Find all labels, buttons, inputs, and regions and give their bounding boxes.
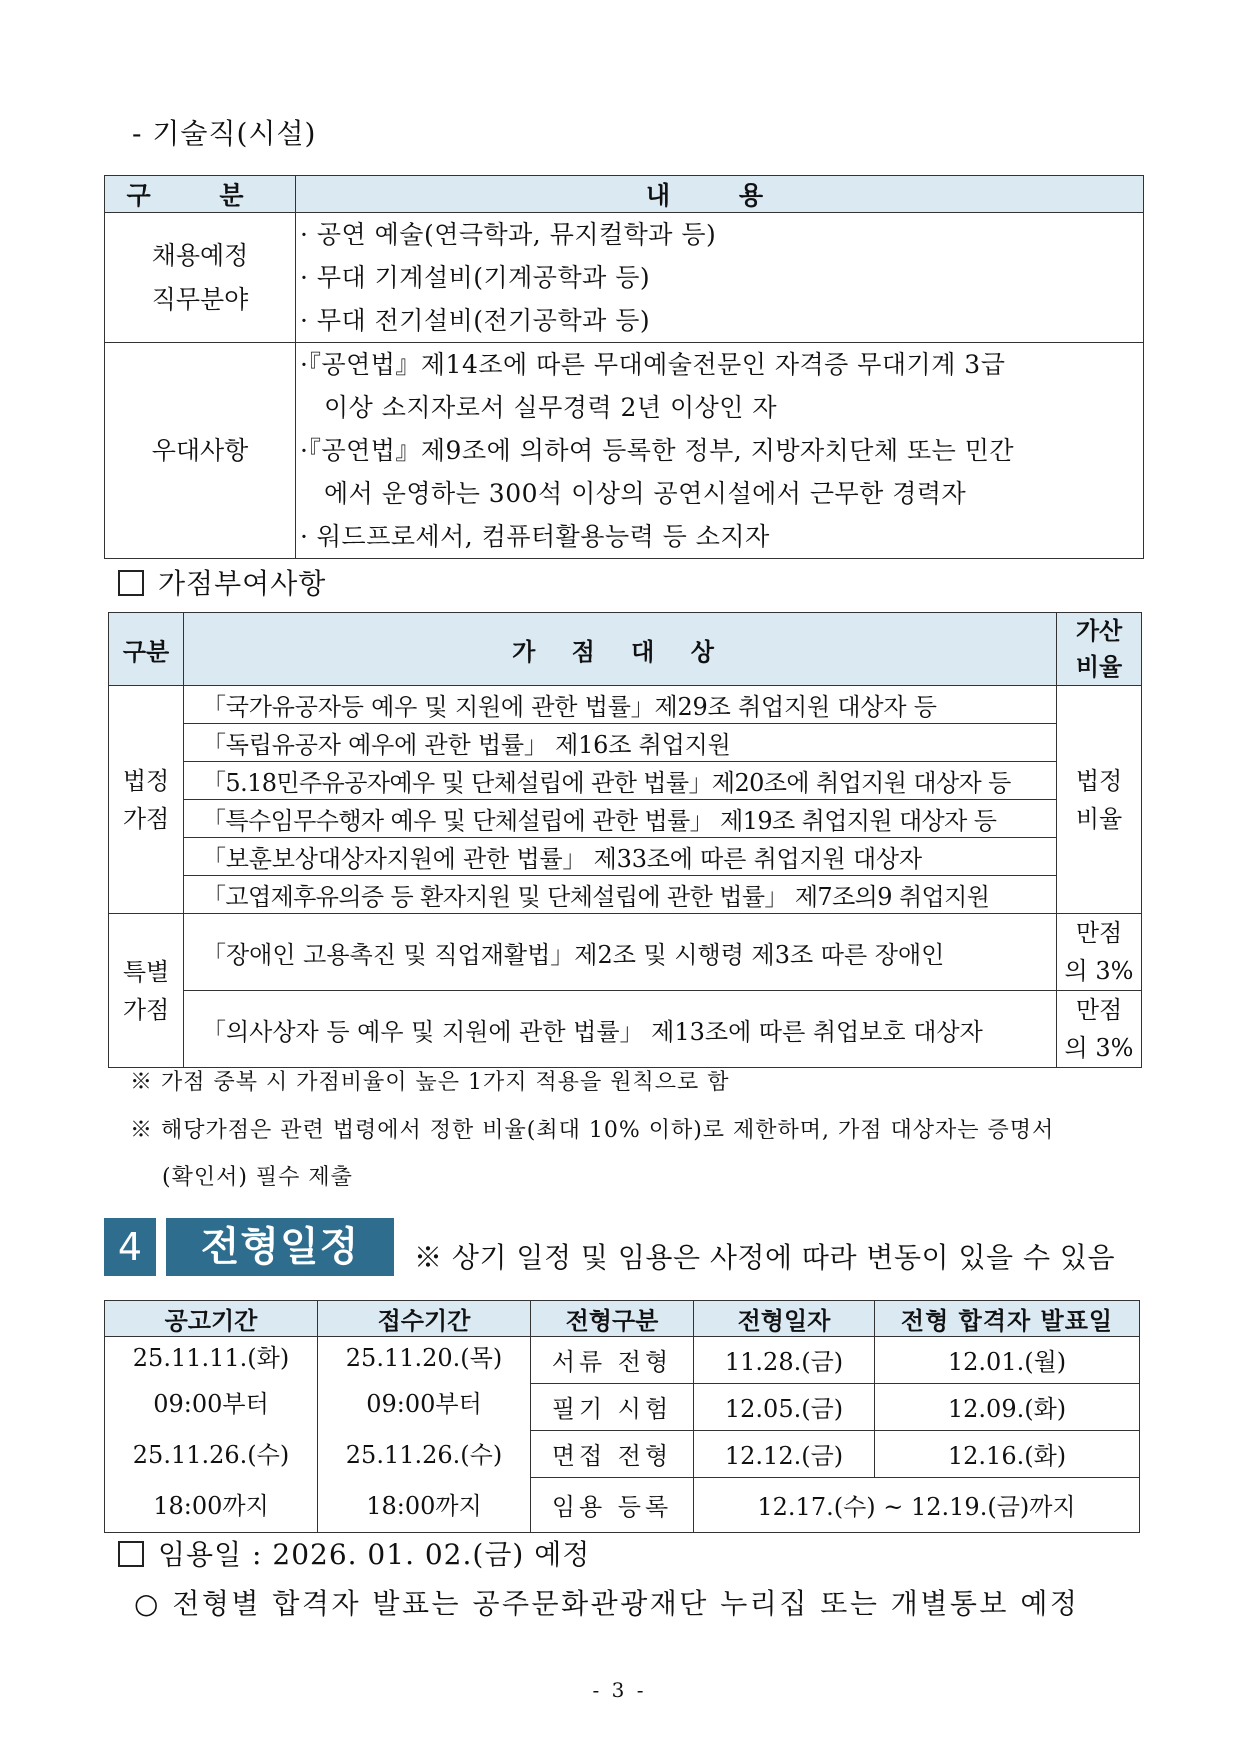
legal-item: 「독립유공자 예우에 관한 법률」 제16조 취업지원 — [184, 724, 1057, 762]
stage-date: 12.12.(금) — [694, 1430, 875, 1477]
appointment-line: 임용일 : 2026. 01. 02.(금) 예정 — [118, 1533, 590, 1573]
notice-period: 25.11.11.(화) 09:00부터 25.11.26.(수) 18:00까지 — [105, 1337, 318, 1533]
row-label: 채용예정 직무분야 — [105, 213, 296, 343]
legal-bonus-label: 법정 가점 — [109, 686, 184, 914]
special-rate: 만점 의 3% — [1057, 991, 1142, 1068]
row-label: 우대사항 — [105, 343, 296, 559]
stage-result: 12.01.(월) — [875, 1337, 1140, 1384]
special-rate: 만점 의 3% — [1057, 914, 1142, 991]
table-header-stage: 전형구분 — [531, 1301, 694, 1337]
receipt-period: 25.11.20.(목) 09:00부터 25.11.26.(수) 18:00까지 — [318, 1337, 531, 1533]
bonus-heading: 가점부여사항 — [118, 562, 326, 602]
legal-item: 「5.18민주유공자예우 및 단체설립에 관한 법률」제20조에 취업지원 대상자 등 — [184, 762, 1057, 800]
special-item: 「의사상자 등 예우 및 지원에 관한 법률」 제13조에 따른 취업보호 대상자 — [184, 991, 1057, 1068]
stage-name: 임용 등록 — [531, 1477, 694, 1532]
table-row — [109, 838, 1142, 876]
stage-name: 서류 전형 — [531, 1337, 694, 1384]
row-content: · 공연 예술(연극학과, 뮤지컬학과 등) · 무대 기계설비(기계공학과 등) · 무대 전기설비(전기공학과 등) — [296, 213, 1144, 343]
stage-date: 11.28.(금) — [694, 1337, 875, 1384]
table-header-content: 내 용 — [296, 176, 1144, 213]
table-header-category: 구 분 — [105, 176, 296, 213]
registration-span: 12.17.(수) ~ 12.19.(금)까지 — [694, 1477, 1140, 1532]
legal-rate: 법정 비율 — [1057, 686, 1142, 914]
legal-item: 「보훈보상대상자지원에 관한 법률」 제33조에 따른 취업지원 대상자 — [184, 838, 1057, 876]
tech-heading: - 기술직(시설) — [132, 117, 317, 150]
table-row — [109, 876, 1142, 914]
checkbox-square-icon — [118, 570, 144, 596]
special-bonus-label: 특별 가점 — [109, 914, 184, 1068]
table-header-notice: 공고기간 — [105, 1301, 318, 1337]
table-row — [109, 686, 1142, 724]
section-note: ※ 상기 일정 및 임용은 사정에 따라 변동이 있을 수 있음 — [414, 1241, 1116, 1274]
table-row — [109, 762, 1142, 800]
legal-item: 「특수임무수행자 예우 및 단체설립에 관한 법률」 제19조 취업지원 대상자 등 — [184, 800, 1057, 838]
table-header-result: 전형 합격자 발표일 — [875, 1301, 1140, 1337]
table-row — [109, 800, 1142, 838]
table-header-rate: 가산 비율 — [1057, 613, 1142, 686]
section-title: 전형일정 — [166, 1218, 394, 1276]
bonus-table — [108, 612, 1142, 1068]
stage-name: 필기 시험 — [531, 1383, 694, 1430]
special-item: 「장애인 고용촉진 및 직업재활법」제2조 및 시행령 제3조 따른 장애인 — [184, 914, 1057, 991]
note-duplicate: ※ 가점 중복 시 가점비율이 높은 1가지 적용을 원칙으로 함 — [130, 1070, 730, 1095]
table-row — [109, 991, 1142, 1068]
legal-item: 「국가유공자등 예우 및 지원에 관한 법률」제29조 취업지원 대상자 등 — [184, 686, 1057, 724]
table-row — [105, 213, 1144, 343]
note-limit: ※ 해당가점은 관련 법령에서 정한 비율(최대 10% 이하)로 제한하며, 가점 대상자는 증명서 — [130, 1118, 1055, 1143]
stage-result: 12.09.(화) — [875, 1383, 1140, 1430]
stage-result: 12.16.(화) — [875, 1430, 1140, 1477]
table-row — [109, 724, 1142, 762]
table-header-category: 구분 — [109, 613, 184, 686]
row-content: ·『공연법』제14조에 따른 무대예술전문인 자격증 무대기계 3급 이상 소지자로서 실무경력 2년 이상인 자 ·『공연법』제9조에 의하여 등록한 정부, 지방자치단체 또는 민간 에서 운영하는 300석 이상의 공연시설에서 근무한 경력자 · 워드프로세서, 컴퓨터활용능력 등 소지자 — [296, 343, 1144, 559]
table-row — [105, 1337, 1140, 1384]
table-header-date: 전형일자 — [694, 1301, 875, 1337]
table-row — [109, 914, 1142, 991]
announcement-line: ○ 전형별 합격자 발표는 공주문화관광재단 누리집 또는 개별통보 예정 — [134, 1587, 1080, 1620]
table-header-receipt: 접수기간 — [318, 1301, 531, 1337]
stage-name: 면접 전형 — [531, 1430, 694, 1477]
checkbox-square-icon — [118, 1541, 144, 1567]
page-number: - 3 - — [592, 1678, 647, 1702]
table-row — [105, 343, 1144, 559]
legal-item: 「고엽제후유의증 등 환자지원 및 단체설립에 관한 법률」 제7조의9 취업지원 — [184, 876, 1057, 914]
note-limit-cont: (확인서) 필수 제출 — [162, 1165, 353, 1190]
tech-job-table — [104, 175, 1144, 559]
section-number: 4 — [104, 1218, 156, 1276]
table-header-target: 가 점 대 상 — [184, 613, 1057, 686]
schedule-table — [104, 1300, 1140, 1533]
stage-date: 12.05.(금) — [694, 1383, 875, 1430]
